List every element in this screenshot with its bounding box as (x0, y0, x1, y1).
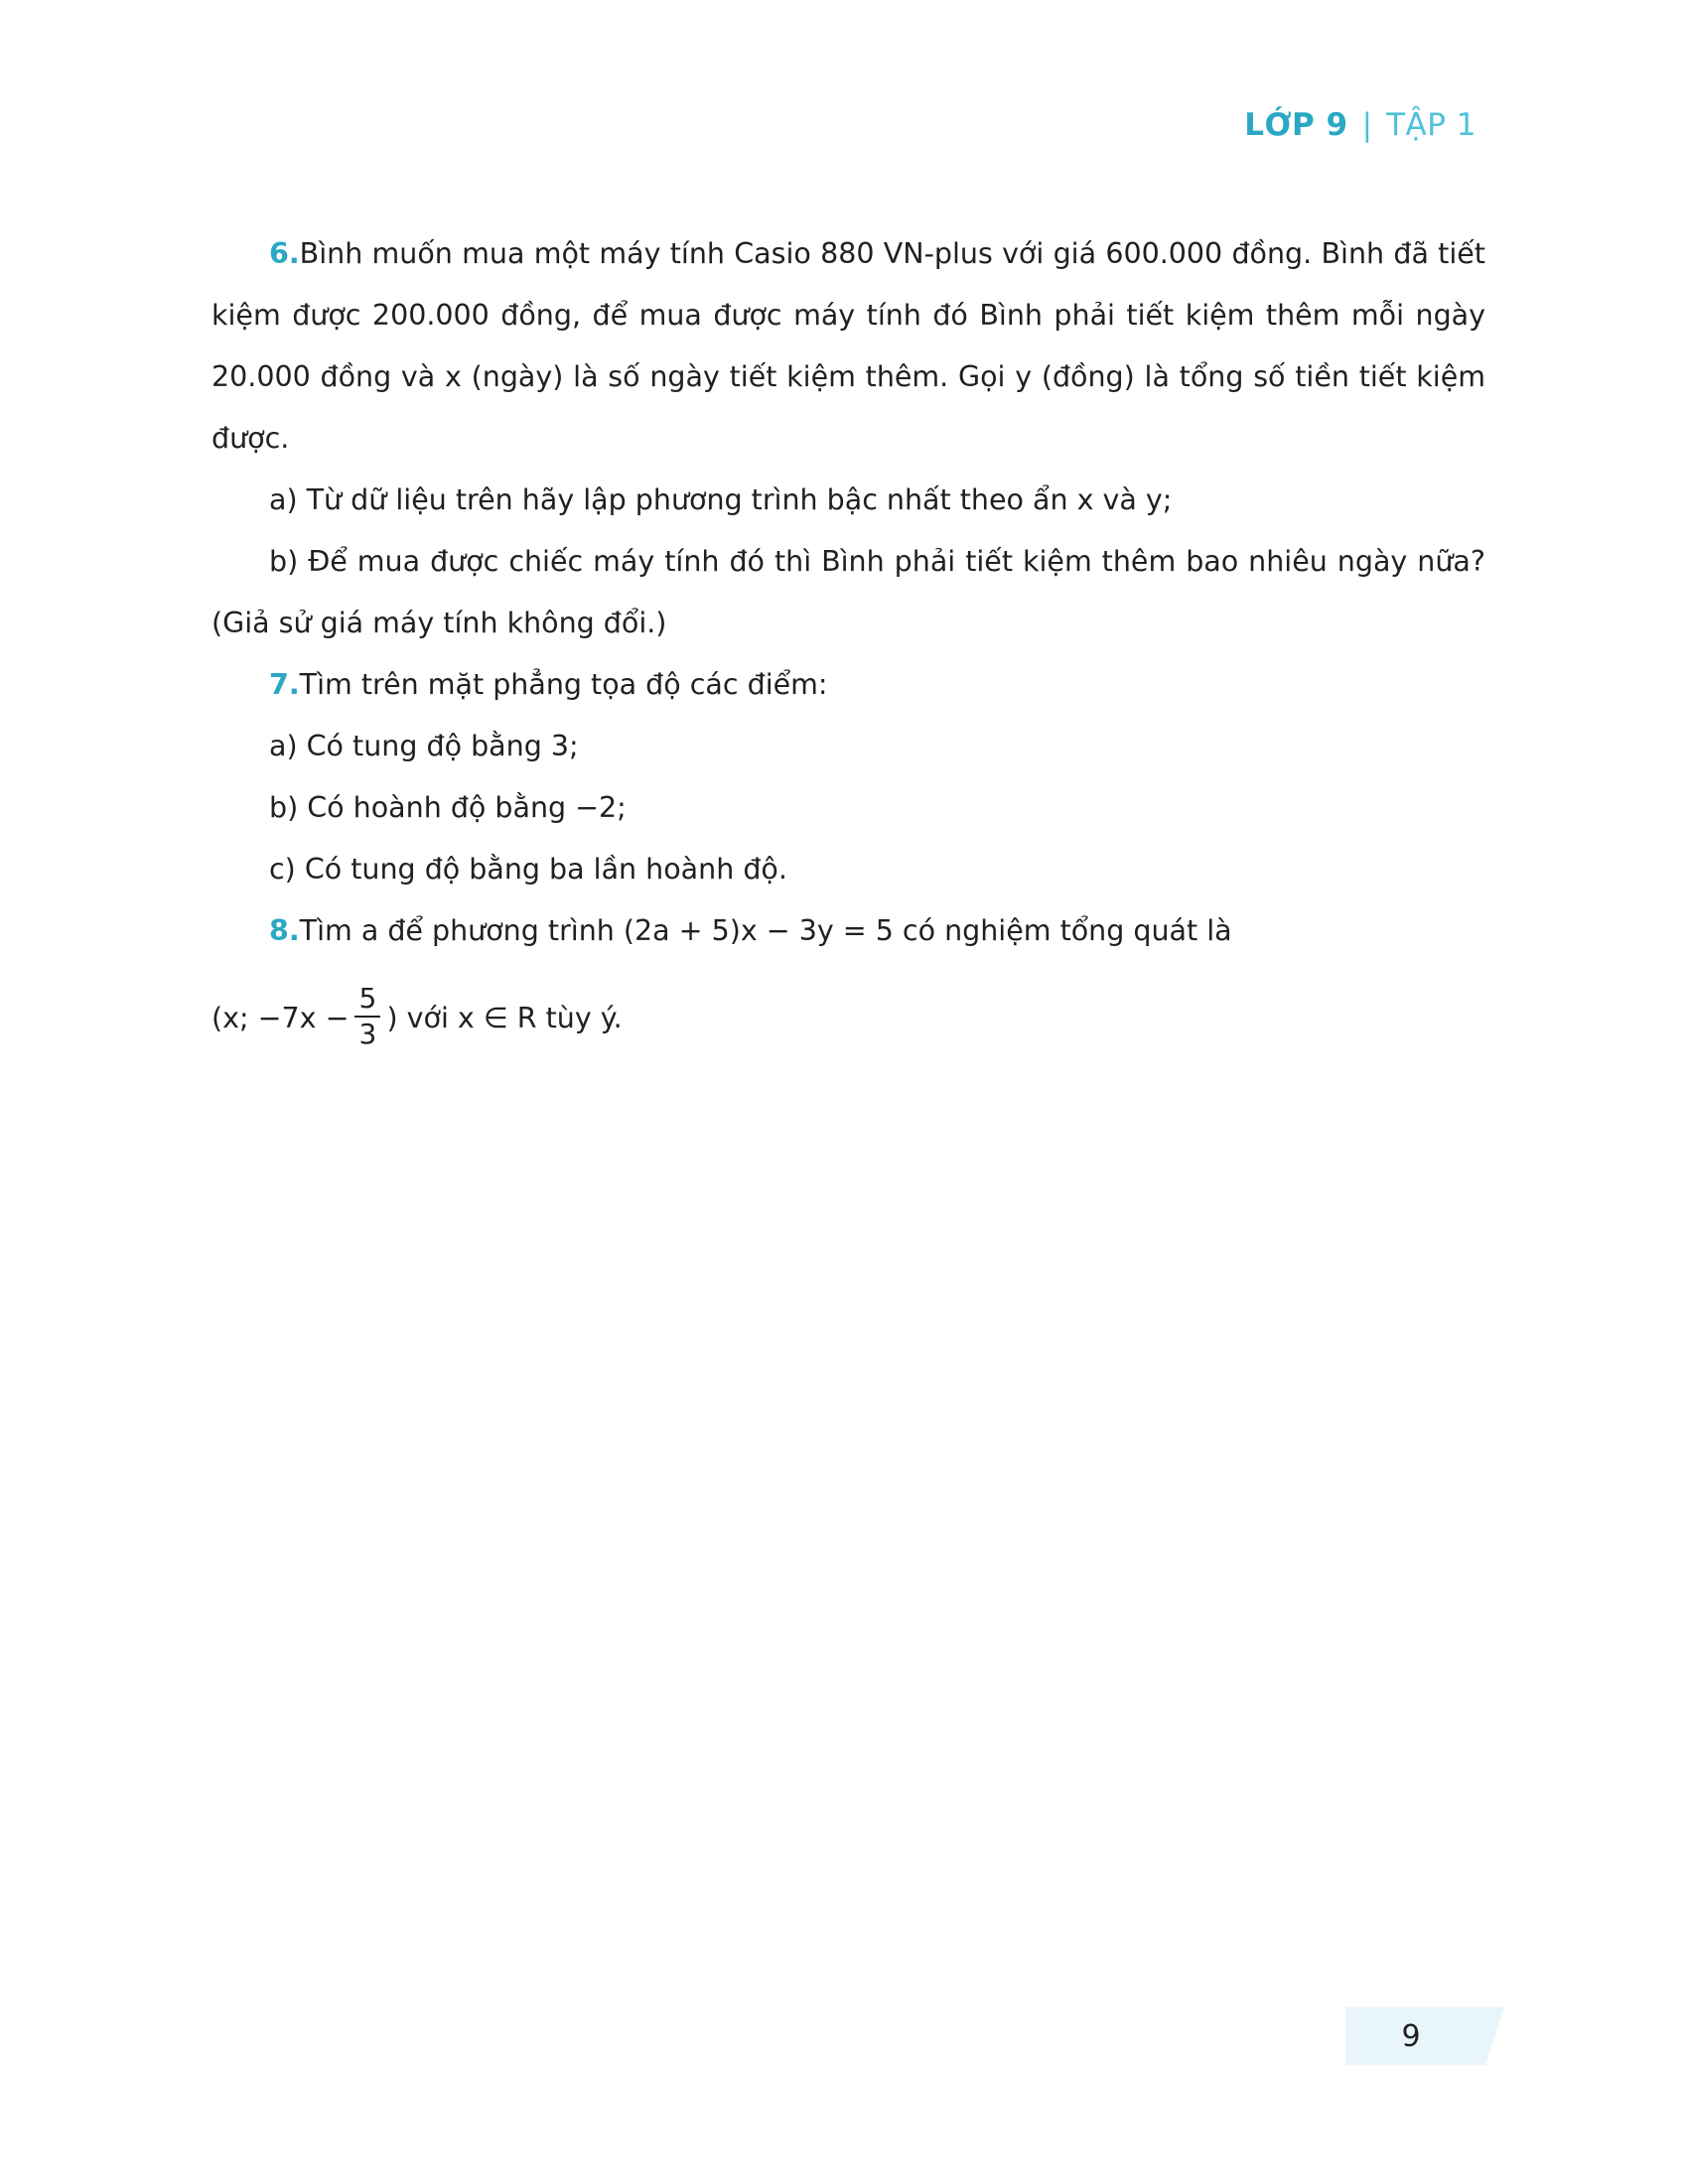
header-grade: LỚP 9 (1244, 107, 1348, 143)
exercise-8-formula (211, 984, 1485, 1053)
exercise-6-part-b-text: b) Để mua được chiếc máy tính đó thì Bình phải tiết kiệm thêm bao nhiêu ngày nữa? (Giả sử giá máy tính không đổi.) (211, 545, 1485, 639)
page-number: 9 (1401, 2018, 1421, 2054)
page-content (211, 223, 1485, 1053)
formula-suffix: ) với x ∈ R tùy ý. (386, 1002, 623, 1034)
exercise-6-number: 6. (269, 237, 300, 270)
exercise-6-part-b (211, 531, 1485, 654)
exercise-7-part-c (211, 839, 1485, 900)
exercise-6-part-a-text: a) Từ dữ liệu trên hãy lập phương trình bậc nhất theo ẩn x và y; (269, 483, 1173, 516)
exercise-7-part-a-text: a) Có tung độ bằng 3; (269, 730, 579, 762)
exercise-7-number: 7. (269, 668, 300, 701)
exercise-8-body (211, 900, 1485, 962)
exercise-7-part-b (211, 777, 1485, 839)
exercise-7-text: Tìm trên mặt phẳng tọa độ các điểm: (299, 668, 828, 701)
exercise-7-body (211, 654, 1485, 716)
fraction (354, 982, 380, 1051)
page-number-badge (1345, 2007, 1504, 2065)
header-separator: | (1361, 107, 1373, 143)
exercise-7-part-c-text: c) Có tung độ bằng ba lần hoành độ. (269, 853, 787, 886)
exercise-7-part-b-text: b) Có hoành độ bằng −2; (269, 791, 627, 824)
exercise-8-text: Tìm a để phương trình (2a + 5)x − 3y = 5 có nghiệm tổng quát là (299, 914, 1232, 947)
exercise-7-part-a (211, 716, 1485, 777)
fraction-numerator: 5 (358, 982, 377, 1015)
exercise-6-text: Bình muốn mua một máy tính Casio 880 VN-plus với giá 600.000 đồng. Bình đã tiết kiệm được 200.000 đồng, để mua được máy tính đó Bình phải tiết kiệm thêm mỗi ngày 20.000 đồng và x (ngày) là số ngày tiết kiệm thêm. Gọi y (đồng) là tổng số tiền tiết kiệm được. (211, 237, 1485, 455)
exercise-6-body (211, 223, 1485, 470)
header-volume: TẬP 1 (1386, 107, 1477, 143)
exercise-6-part-a (211, 470, 1485, 531)
fraction-denominator: 3 (358, 1018, 377, 1050)
page-header (1244, 107, 1477, 143)
formula-prefix: (x; −7x − (211, 1002, 350, 1034)
exercise-8-number: 8. (269, 914, 300, 947)
